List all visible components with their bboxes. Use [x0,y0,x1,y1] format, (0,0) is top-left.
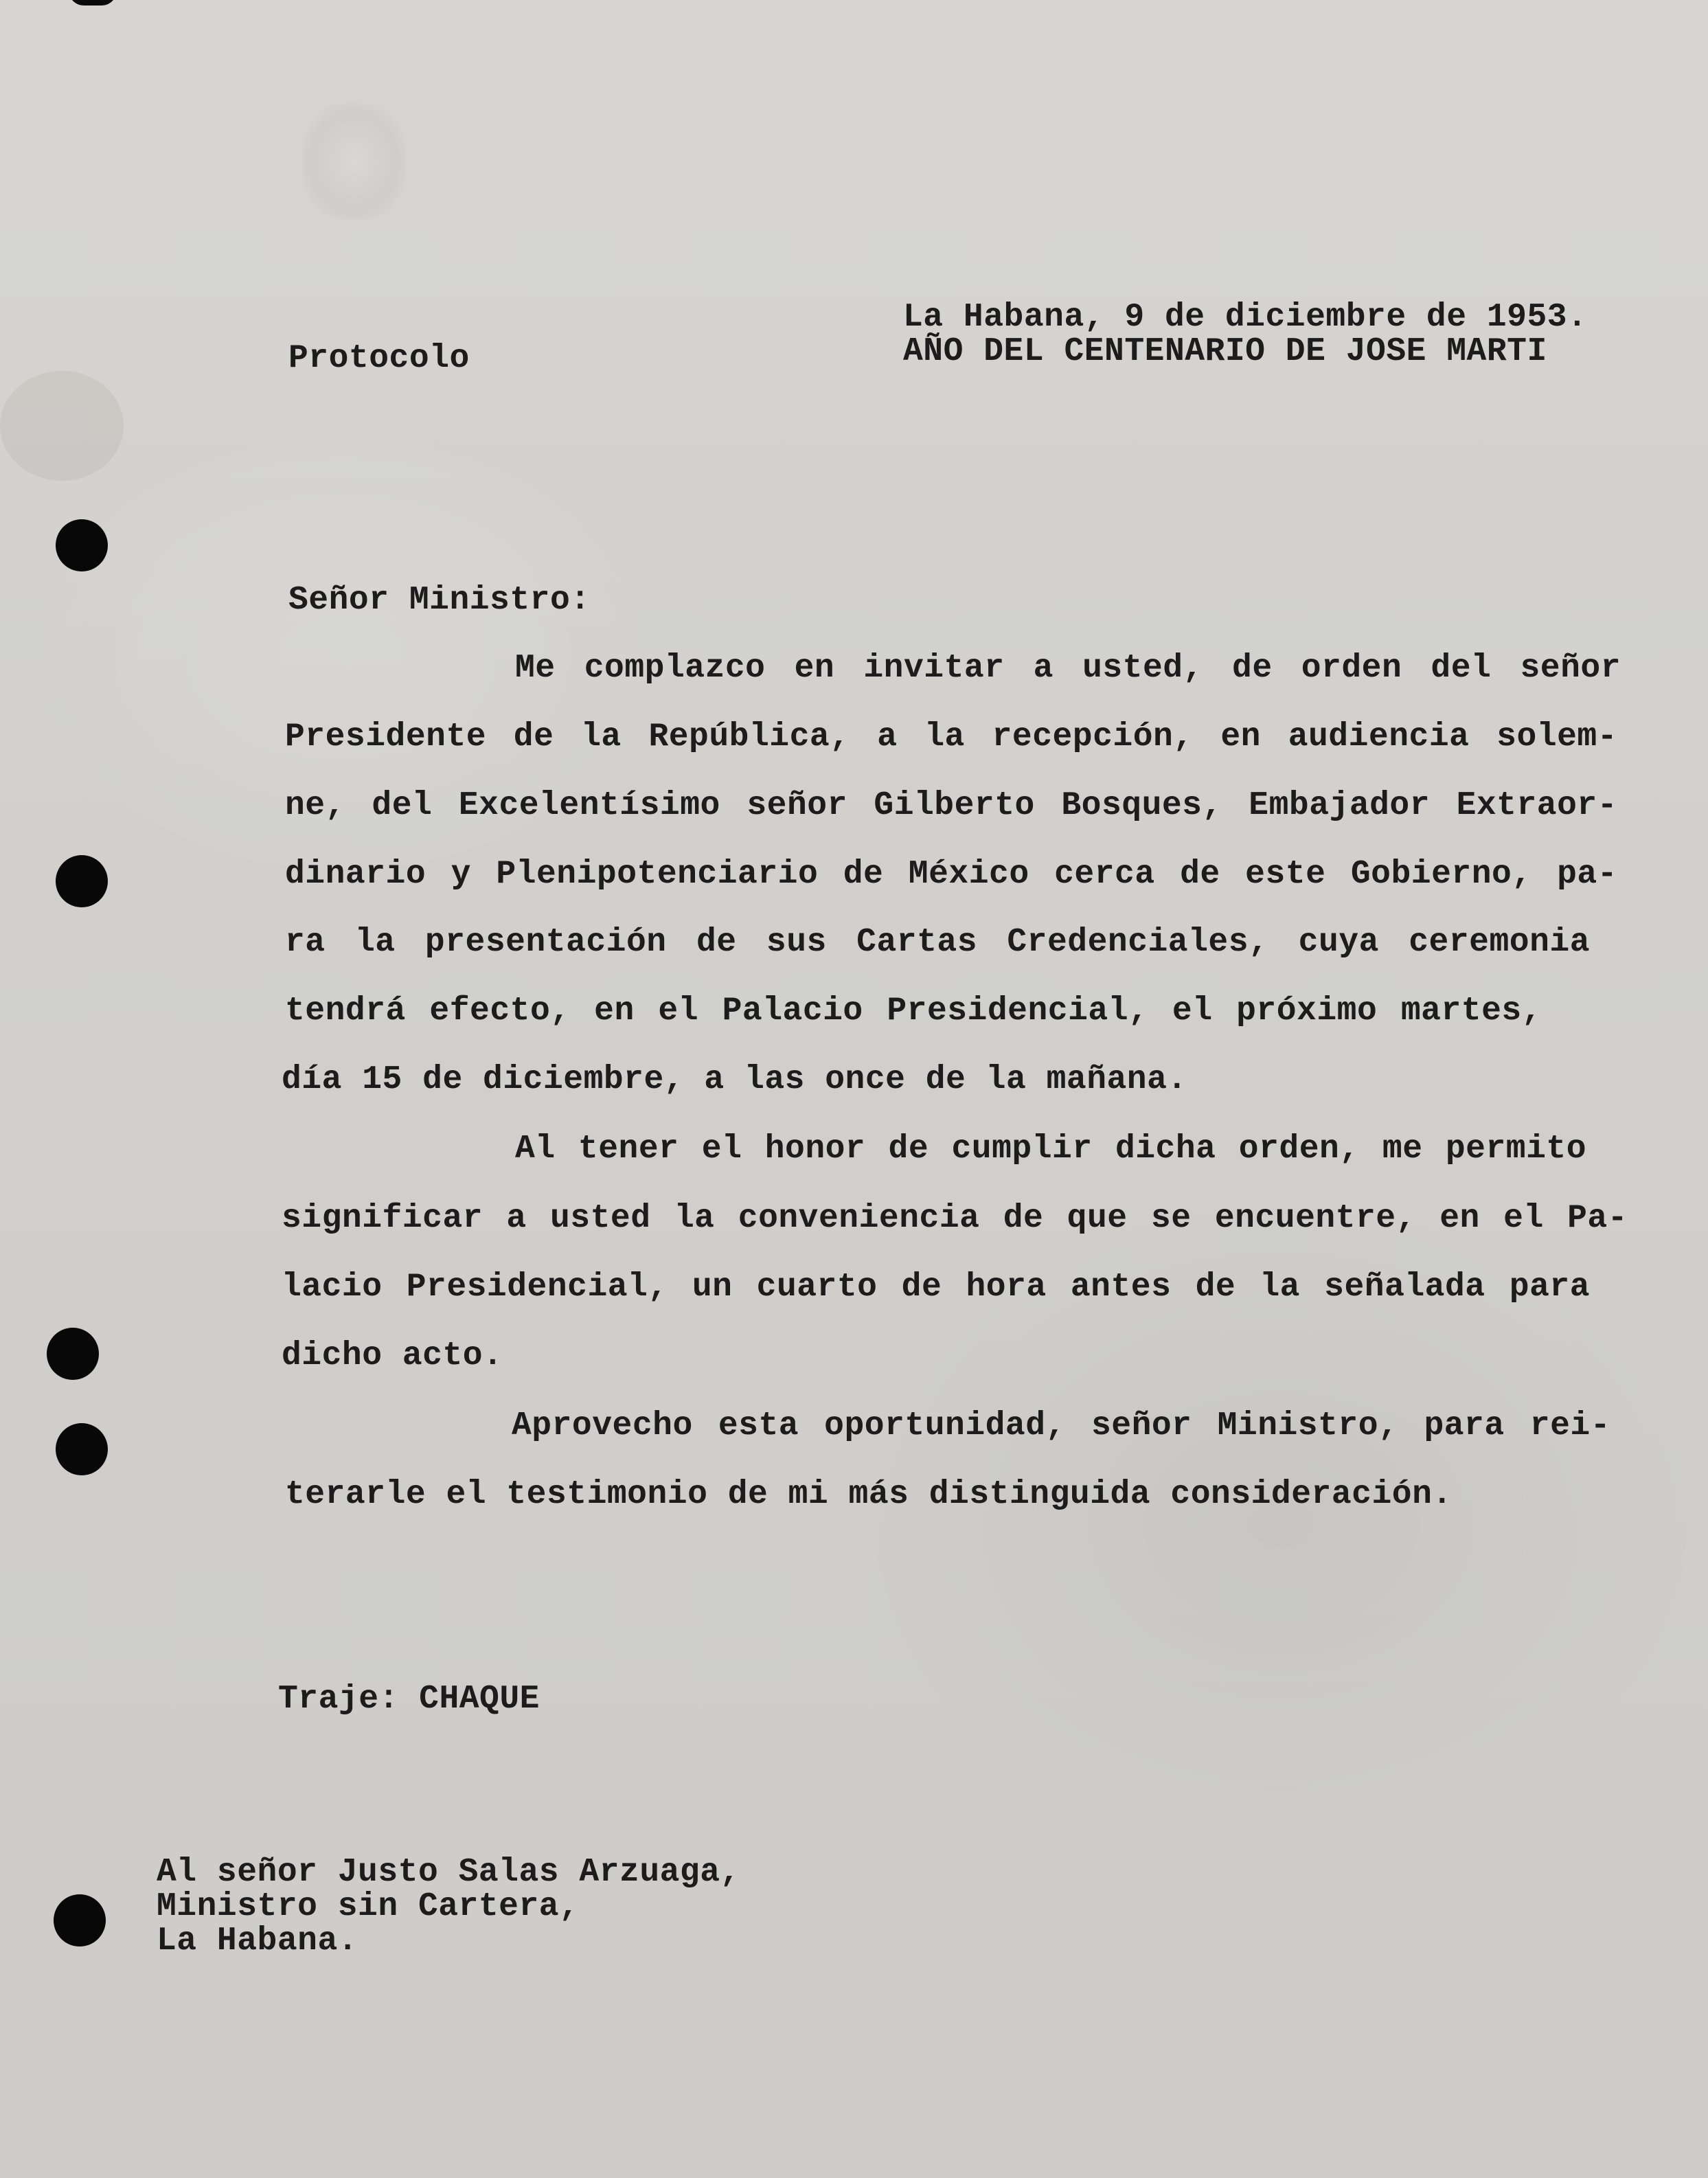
place-date: La Habana, 9 de diciembre de 1953. [903,299,1588,336]
addressee-line: La Habana. [157,1922,358,1960]
paragraph-1-line: Me complazco en invitar a usted, de orden del señor [515,650,1621,687]
punch-hole-top [69,0,117,5]
paragraph-2-line: lacio Presidencial, un cuarto de hora antes de la señalada para [282,1269,1590,1306]
paragraph-2-line: Al tener el honor de cumplir dicha orden, me permito [515,1131,1586,1168]
punch-hole [47,1328,99,1380]
paragraph-3-line: terarle el testimonio de mi más distinguida consideración. [285,1476,1453,1513]
addressee-line: Ministro sin Cartera, [157,1888,580,1925]
dress-code: Traje: CHAQUE [278,1681,540,1718]
punch-hole [56,519,108,571]
punch-hole [56,855,108,907]
paragraph-1-line: Presidente de la República, a la recepción, en audiencia solem- [285,718,1617,756]
addressee-line: Al señor Justo Salas Arzuaga, [157,1854,740,1891]
year-motto: AÑO DEL CENTENARIO DE JOSE MARTI [903,333,1547,370]
department-label: Protocolo [288,340,470,377]
paragraph-1-line: tendrá efecto, en el Palacio Presidencial, el próximo martes, [285,992,1542,1030]
paragraph-2-line: significar a usted la conveniencia de que se encuentre, en el Pa- [282,1200,1628,1237]
salutation: Señor Ministro: [288,582,591,619]
paper-smudge [0,371,124,481]
paragraph-3-line: Aprovecho esta oportunidad, señor Ministro, para rei- [512,1407,1610,1444]
paragraph-1-line: ra la presentación de sus Cartas Credenciales, cuya ceremonia [285,924,1590,961]
paragraph-1-line: ne, del Excelentísimo señor Gilberto Bosques, Embajador Extraor- [285,787,1617,824]
punch-hole [56,1423,108,1475]
punch-hole [54,1894,106,1947]
embossed-seal [302,103,405,220]
paragraph-1-line: dinario y Plenipotenciario de México cerca de este Gobierno, pa- [285,856,1617,893]
paragraph-1-line: día 15 de diciembre, a las once de la mañana. [282,1061,1187,1098]
paragraph-2-line: dicho acto. [282,1337,503,1374]
